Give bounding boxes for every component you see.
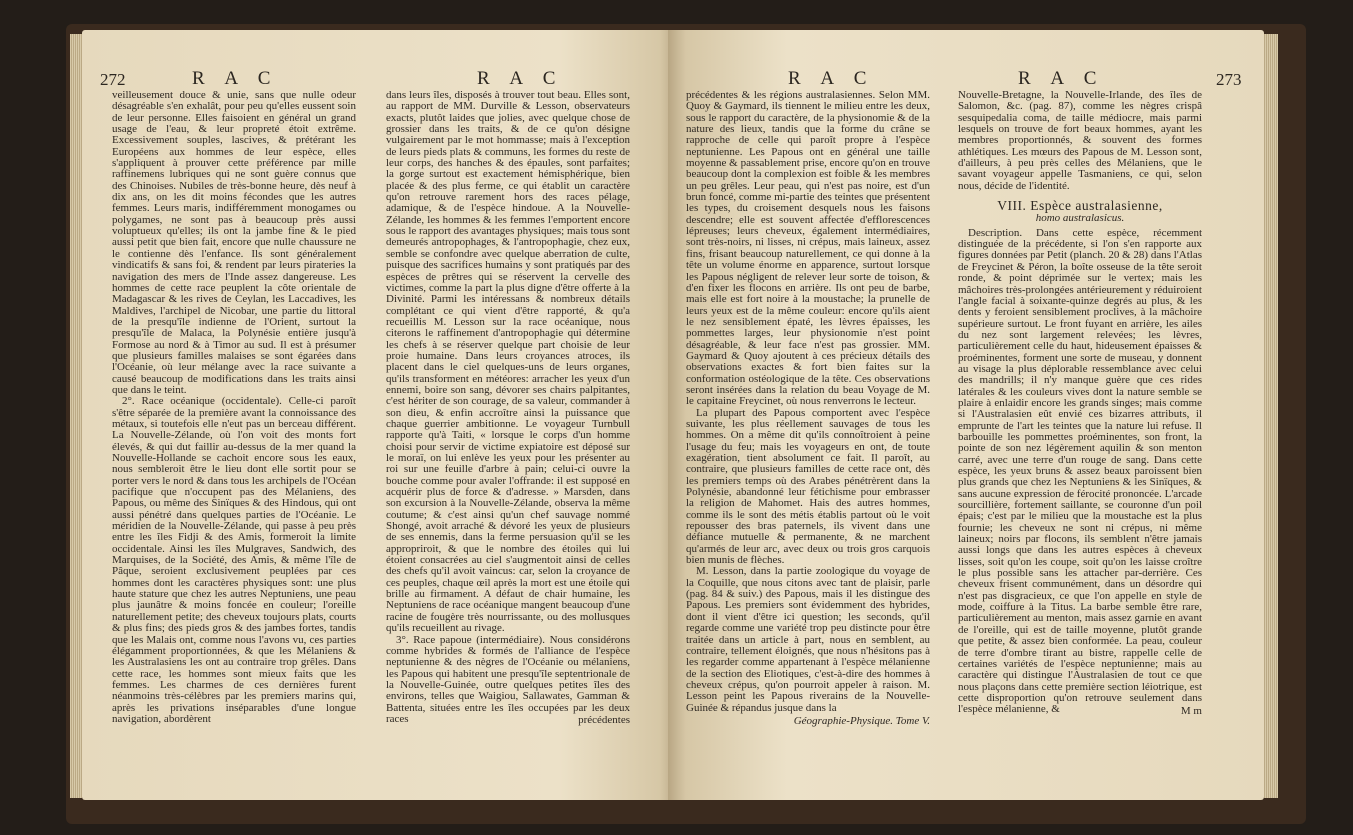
running-head-right-col2: R A C <box>1018 68 1105 89</box>
paragraph: La plupart des Papous comportent avec l'espèce suivante, les plus réellement sauvages de tous les hommes. On a même dit qu'ils connoîtroient à peine l'usage du feu; mais les voyageurs en ont, de toute exagération, tient absolument ce fait. Il paroît, au contraire, que plusieurs familles de cette race ont, dès les premiers temps où des Arabes pénétrèrent dans la Polynésie, abandonné leur fétichisme pour embrasser la religion de Mahomet. Hais des autres hommes, comme ils le sont des métis établis partout où le voit repousser des bras paternels, ils vivent dans une défiance mutuelle & permanente, & ne marchent qu'armés de leur arc, avec deux ou trois gros carquois bien munis de flèches. <box>686 406 930 567</box>
paragraph: 3°. Race papoue (intermédiaire). Nous considérons comme hybrides & formés de l'alliance de l'espèce neptunienne & des nègres de l'Océanie ou mélaniens, les Papous qui habitent une presqu'île septentrionale de la Nouvelle-Guinée, outre quelques petites îles des environs, telles que Waigiou, Sallawates, Gamman & Battenta, situées entre les îles occupées par les deux races <box>386 633 630 725</box>
right-column-1 <box>686 90 930 775</box>
left-column-1 <box>112 90 356 775</box>
paragraph: M. Lesson, dans la partie zoologique du voyage de la Coquille, que nous citons avec tant de plaisir, parle (pag. 84 & suiv.) des Papous, mais il les distingue des Papous. Les premiers sont évidemment des hybrides, dont il vient d'être ici question; les seconds, qu'il regarde comme une variété trop peu distincte pour être traitée dans un article à part, nous en semblent, au contraire, tellement éloignés, que nous n'hésitons pas à les regarder comme appartenant à l'espèce mélanienne de la section des Eliotiques, c'est-à-dire des hommes à cheveux crépus, qu'on pourroit appeler à raison. M. Lesson peint les Papous riverains de la Nouvelle-Guinée & répandus jusque dans la <box>686 565 930 714</box>
left-column-2 <box>386 90 630 775</box>
section-subheading: homo australasicus. <box>1035 212 1125 225</box>
page-number-right: 273 <box>1216 70 1242 89</box>
paragraph: précédentes & les régions australasiennes. Selon MM. Quoy & Gaymard, ils tiennent le milieu entre les deux, sous le rapport du caractère, de la physionomie & de la nature des lieux, tandis que la forme du crâne se rapproche de celle qui paroît propre à l'espèce neptunienne. Les Papous ont en général une taille moyenne & passablement prise, encore qu'on en trouve beaucoup dont la complexion est foible & les membres un peu grêles. Leur peau, qui n'est pas noire, est d'un brun foncé, comme mi-partie des teintes que présentent les types, du croisement desquels nous les faisons descendre; elle est souvent affectée d'efflorescences lépreuses; leurs cheveux, également intermédiaires, sont très-noirs, ni lisses, ni crépus, mais laineux, assez fins, frisant beaucoup naturellement, ce qui donne à la tête un volume énorme en apparence, surtout lorsque les Papous négligent de relever leur sorte de toison, & d'en fixer les flocons en arrière. Ils ont peu de barbe, mais elle est fort noire à la moustache; la prunelle de leurs yeux est de la même couleur: encore qu'ils aient le nez sensiblement épaté, les lèvres épaisses, les pommettes larges, leur physionomie n'est point désagréable, & leur face n'est pas grossier. MM. Gaymard & Quoy ajoutent à ces précieux détails des observations exactes & fort bien faites sur la conformation ostéologique de la tête. Ces observations seront insérées dans la relation du beau Voyage de M. le capitaine Freycinet, où nous renverrons le lecteur. <box>686 90 930 408</box>
running-head-right-col1: R A C <box>788 68 875 89</box>
right-page-edges <box>1264 34 1278 798</box>
right-page <box>668 30 1264 800</box>
paragraph: veilleusement douce & unie, sans que nulle odeur désagréable s'en exhalât, pour peu qu'elles eussent soin de leur personne. Elles faisoient en général un grand usage de l'eau, & leur propreté étoit extrême. Excessivement souples, lascives, & prétérant les Européens aux hommes de leur espèce, elles s'appliquent à prouver cette préférence par mille raffinemens lubriques qui ne sont guère connus que des Chinoises. Nubiles de très-bonne heure, dès neuf à dix ans, on les dit moins fécondes que les autres femmes. Leurs maris, indifféremment monogames ou polygames, ne sont pas à beaucoup près aussi voluptueux qu'elles; ils ont la jambe fine & le pied aussi petit que bien fait, encore que nulle chaussure ne le contienne dès l'enfance. Ils sont généralement vindicatifs & sans foi, & rendent par leurs pirateries la navigation des mers de l'Inde assez dangereuse. Les hommes de cette race peuplent la côte orientale de Madagascar & les rives de Ceylan, les Laccadives, les Maldives, l'archipel de Nicobar, une partie du littoral de la presqu'île indienne de l'Orient, surtout la presqu'île de Malaca, la Polynésie entière jusqu'à Formose au nord & à Timor au sud. Il est à présumer que plusieurs familles malaises se sont égarées dans l'Océanie, où leur mélange avec la race suivante a causé beaucoup de modifications dans les traits ainsi que dans le teint. <box>112 90 356 396</box>
page-footer: Géographie-Physique. Tome V. <box>793 714 930 727</box>
running-head-left-col1: R A C <box>192 68 279 89</box>
section-heading: VIII. Espèce australasienne, <box>997 198 1163 214</box>
paragraph: dans leurs îles, disposés à trouver tout beau. Elles sont, au rapport de MM. Durville & Lesson, observateurs exacts, plutôt laides que jolies, avec quelque chose de grossier dans les traits, & de ce qu'on désigne vulgairement par le mot hommasse; mais à l'exception de leurs pieds plats & communs, les formes du reste de leur corps, des hanches & des épaules, sont parfaites; la gorge surtout est exactement hémisphérique, bien placée & des plus ferme, ce qui établit un caractère qu'on retrouve rarement hors des races pélage, adamique, & de l'espèce hindoue. A la Nouvelle-Zélande, les hommes & les femmes l'emportent encore sous le rapport des avantages physiques; mais tous sont demeurés antropophages, & l'antropophagie, chez eux, semble se confondre avec quelque aberration de culte, puisque des sacrifices humains y sont pratiqués par des espèces de prêtres qui se réservent la cervelle des victimes, comme la part la plus digne d'être offerte à la Divinité. Parmi les intéressans & nombreux détails complétant ce qui vient d'être rapporté, & qu'a recueillis M. Lesson sur la race océanique, nous citerons le raffinement d'antropophagie qui détermine les chefs à se réserver quelque part choisie de leur proie humaine. Dans leurs croyances atroces, ils placent dans le ciel quelques-uns de leurs organes, qu'ils transforment en météores: arracher les yeux d'un ennemi, boire son sang, dévorer ses chairs palpitantes, c'est hériter de son courage, de sa valeur, commander à son dieu, & enfin accroître ainsi la puissance que chaque guerrier ambitionne. Le voyageur Turnbull rapporte qu'à Taiti, « lorsque le corps d'un homme choisi pour servir de victime expiatoire est déposé sur le moraï, on lui enlève les yeux pour les présenter au roi sur une feuille d'arbre à pain; celui-ci ouvre la bouche comme pour avaler l'offrande: il est supposé en acquérir plus de force & d'adresse. » Marsden, dans son excursion à la Nouvelle-Zélande, observa la même coutume; & c'est ainsi qu'un chef sauvage nommé Shongé, avoit arraché & dévoré les yeux de plusieurs de ses ennemis, dans la ferme persuasion qu'il se les appropriroit, & que le nombre des étoiles qui lui étoient consacrées au ciel s'augmentoit ainsi de celles des chefs qu'il avoit vaincus: car, selon la croyance de ces peuples, chaque œil après la mort est une étoile qui brille au firmament. A défaut de chair humaine, les Neptuniens de race océanique mangent beaucoup d'une racine de fougère très nourrissante, ou des mollusques qu'ils recueillent au rivage. <box>386 90 630 635</box>
paragraph: 2°. Race océanique (occidentale). Celle-ci paroît s'être séparée de la première avant la connoissance des métaux, si toutefois elle n'eut pas un berceau différent. La Nouvelle-Zélande, où l'on voit des monts fort élevés, & qui dut faillir au-dessus de la mer quand la Nouvelle-Hollande se cachoit encore sous les eaux, nous sembleroit être le lieu dont elle sortit pour se porter vers le nord & dans tous les archipels de l'Océan pacifique que n'occupent pas des Mélaniens, des Papous, ou même des Sinïques & des Hindous, qui ont aussi pénétré dans quelques parties de l'Océanie. Le méridien de la Nouvelle-Zélande, qui passe à peu près entre les îles Fidji & des Amis, formeroit la limite occidentale. Ainsi les îles Mulgraves, Sandwich, des Marquises, de la Société, des Amis, & même l'île de Pâque, seroient exclusivement peuplées par ces hommes dont les caractères physiques sont: une plus haute stature que chez les autres Neptuniens, une peau plus jaunâtre & moins foncée en couleur; l'oreille naturellement petite; des cheveux toujours plats, courts & plus fins; des pieds gros & des jambes fortes, tandis que les Malais ont, comme nous l'avons vu, ces parties élégamment proportionnées, & que les Mélaniens & les Australasiens les ont au contraire trop grêles. Dans cette race, les hommes sont mieux faits que les femmes. Les charmes de ces dernières furent néanmoins très-célèbres par les premiers marins qui, après les privations inséparables d'une longue navigation, abordèrent <box>112 395 356 725</box>
right-column-2 <box>958 90 1202 775</box>
paragraph: Description. Dans cette espèce, récemment distinguée de la précédente, si l'on s'en rapporte aux figures données par Petit (planch. 20 & 28) dans l'Atlas de Freycinet & Péron, la boîte osseuse de la tête seroit ronde, & point déprimée sur le vertex; mais les mâchoires très-prolongées antérieurement y réduiroient l'angle facial à soixante-quinze degrés au plus, & les dents y feroient sensiblement proclives, à la mâchoire supérieure surtout. Le front fuyant en arrière, les ailes du nez sont largement relevées; les lèvres, particulièrement celle du haut, hideusement épaisses & proéminentes, forment une sorte de museau, y donnent au visage la plus déplorable ressemblance avec celui des mandrills; il n'y manque guère que ces rides latérales & les couleurs vives dont la nature semble se plaire à enlaidir encore les grands singes; mais comme si l'Australasien eût envié ces bizarres attributs, il emprunte de l'art les teintes que la nature lui refuse. Il barbouille les pommettes proéminentes, son front, la pointe de son nez légèrement aquilin & son menton carré, avec une terre d'un rouge de sang. Dans cette espèce, les yeux bruns & assez beaux paroissent bien plus grands que chez les Neptuniens & les Sinïques, & sans aucune expression de férocité prononcée. L'arcade sourcillière, fortement saillante, se couronne d'un poil épais; c'est par le milieu que la moustache est la plus fournie; les cheveux ne sont ni crépus, ni même laineux; noirs par flocons, ils semblent n'être jamais aussi longs que dans les autres espèces à cheveux lisses, soit qu'on les coupe, soit qu'on les laisse croître le plus possible sans les attacher par-derrière. Ces cheveux frisent communément, dans un désordre qui n'est pas disgracieux, ce que l'on appelle en style de mode, coiffure à la Titus. La barbe semble être rare, particulièrement au menton, mais assez garnie en avant de l'oreille, qui est de taille moyenne, plutôt grande que petite, & assez bien conformée. La peau, couleur de terre d'ombre tirant au bistre, rappelle celle de certaines variétés de l'espèce neptunienne; mais au caractère qui distingue l'Australasien de tout ce que nous plaçons dans cette première section léiotrique, est cette disproportion qu'on retrouve seulement dans l'espèce mélanienne, & <box>958 226 1202 716</box>
paragraph: Nouvelle-Bretagne, la Nouvelle-Irlande, des îles de Salomon, &c. (pag. 87), comme les nègres crispâ sesquipedalia coma, de taille médiocre, mais parmi lesquels on trouve de fort beaux hommes, ayant les membres proportionnés, & souvent des formes athlétiques. Les mœurs des Papous de M. Lesson sont, d'ailleurs, à peu près celles des Mélaniens, que le savant voyageur appelle Tasmaniens, ce qui, selon nous, décide de l'identité. <box>958 90 1202 192</box>
page-number-left: 272 <box>100 70 126 89</box>
running-head-left-col2: R A C <box>477 68 564 89</box>
left-page-edges <box>70 34 82 798</box>
catchword: précédentes <box>578 714 630 727</box>
signature-mark: M m <box>1180 704 1202 717</box>
left-page <box>82 30 678 800</box>
